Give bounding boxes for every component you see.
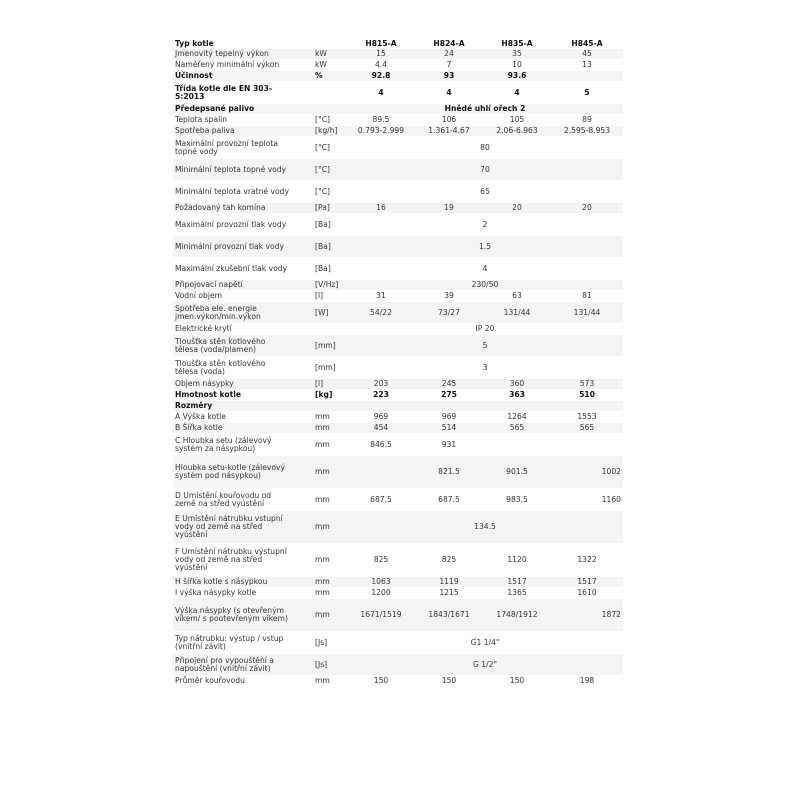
row-merged-value: 2 bbox=[347, 214, 623, 236]
row-label: Naměřený minimální výkon bbox=[173, 60, 291, 71]
table-row bbox=[173, 203, 623, 214]
table-row bbox=[173, 302, 623, 324]
row-label: Tloušťka stěn kotlového tělesa (voda) bbox=[173, 357, 291, 379]
row-value: 514 bbox=[415, 423, 483, 434]
row-unit: mm bbox=[291, 456, 347, 489]
row-value: 821.5 bbox=[415, 456, 483, 489]
row-label: Účinnost bbox=[173, 71, 291, 82]
row-value: 825 bbox=[347, 544, 415, 577]
row-value: 63 bbox=[483, 291, 551, 302]
row-value: 106 bbox=[415, 115, 483, 126]
row-label: Minimální provozní tlak vody bbox=[173, 236, 291, 258]
row-value: 565 bbox=[551, 423, 623, 434]
row-unit: [Ba] bbox=[291, 214, 347, 236]
row-label: Připojení pro vypouštění a napouštění (vnitřní závit) bbox=[173, 654, 291, 676]
table-row bbox=[173, 511, 623, 544]
row-value: 1517 bbox=[483, 577, 551, 588]
row-value: 93.6 bbox=[483, 71, 551, 82]
header-h824: H824-A bbox=[415, 40, 483, 49]
row-value: 510 bbox=[551, 390, 623, 401]
table-row bbox=[173, 71, 623, 82]
row-label: Rozměry bbox=[173, 401, 291, 412]
row-label: D Umístění kouřovodu od země na střed vyústění bbox=[173, 489, 291, 511]
row-value: 360 bbox=[483, 379, 551, 390]
row-value: 825 bbox=[415, 544, 483, 577]
row-unit: mm bbox=[291, 434, 347, 456]
row-value: 45 bbox=[551, 49, 623, 60]
row-unit: [V/Hz] bbox=[291, 280, 347, 291]
header-row bbox=[173, 40, 623, 49]
row-label: Jmenovitý tepelný výkon bbox=[173, 49, 291, 60]
row-value: 687.5 bbox=[415, 489, 483, 511]
row-value: 150 bbox=[483, 676, 551, 687]
row-label: B Šířka kotle bbox=[173, 423, 291, 434]
header-h835: H835-A bbox=[483, 40, 551, 49]
row-value: 16 bbox=[347, 203, 415, 214]
row-merged-value: 230/50 bbox=[347, 280, 623, 291]
row-merged-value: IP 20 bbox=[347, 324, 623, 335]
table-row bbox=[173, 214, 623, 236]
table-row bbox=[173, 159, 623, 181]
table-row bbox=[173, 82, 623, 104]
row-value: 1215 bbox=[415, 588, 483, 599]
table-row bbox=[173, 434, 623, 456]
table-row bbox=[173, 104, 623, 115]
row-merged-value: G 1/2" bbox=[347, 654, 623, 676]
table-row bbox=[173, 379, 623, 390]
row-merged-value: 5 bbox=[347, 335, 623, 357]
table-row bbox=[173, 357, 623, 379]
row-label: Předepsané palivo bbox=[173, 104, 291, 115]
row-merged-value: 134.5 bbox=[347, 511, 623, 544]
row-value: 1200 bbox=[347, 588, 415, 599]
row-value: 203 bbox=[347, 379, 415, 390]
row-label: C Hloubka setu (zálevový systém za násypkou) bbox=[173, 434, 291, 456]
row-value: 73/27 bbox=[415, 302, 483, 324]
row-value: 0.793-2.999 bbox=[347, 126, 415, 137]
row-label: Vodní objem bbox=[173, 291, 291, 302]
row-label: Maximální provozní teplota topné vody bbox=[173, 137, 291, 159]
row-unit: [Ba] bbox=[291, 236, 347, 258]
row-label: Spotřeba paliva bbox=[173, 126, 291, 137]
table-row bbox=[173, 588, 623, 599]
header-h815: H815-A bbox=[347, 40, 415, 49]
row-label: Minimální teplota topné vody bbox=[173, 159, 291, 181]
row-value: 10 bbox=[483, 60, 551, 71]
row-merged-value: 70 bbox=[347, 159, 623, 181]
row-value: 983.5 bbox=[483, 489, 551, 511]
row-value: 1365 bbox=[483, 588, 551, 599]
row-value bbox=[347, 401, 415, 412]
row-value: 573 bbox=[551, 379, 623, 390]
row-value: 7 bbox=[415, 60, 483, 71]
row-unit: [kg/h] bbox=[291, 126, 347, 137]
row-value: 93 bbox=[415, 71, 483, 82]
row-merged-value: G1 1/4" bbox=[347, 632, 623, 654]
table-row bbox=[173, 489, 623, 511]
row-unit: mm bbox=[291, 423, 347, 434]
row-unit: kW bbox=[291, 49, 347, 60]
row-unit: [°C] bbox=[291, 181, 347, 203]
row-unit: [°C] bbox=[291, 159, 347, 181]
row-label: Průměr kouřovodu bbox=[173, 676, 291, 687]
row-value: 19 bbox=[415, 203, 483, 214]
table-row bbox=[173, 258, 623, 280]
row-label: Požadovaný tah komína bbox=[173, 203, 291, 214]
row-value: 1002 bbox=[551, 456, 623, 489]
row-unit: mm bbox=[291, 544, 347, 577]
row-value: 105 bbox=[483, 115, 551, 126]
table-row bbox=[173, 544, 623, 577]
row-merged-value: 65 bbox=[347, 181, 623, 203]
row-value: 5 bbox=[551, 82, 623, 104]
row-value: 969 bbox=[347, 412, 415, 423]
row-value: 1748/1912 bbox=[483, 599, 551, 632]
row-label: Teplota spalin bbox=[173, 115, 291, 126]
row-value: 1843/1671 bbox=[415, 599, 483, 632]
row-label: Minimální teplota vratné vody bbox=[173, 181, 291, 203]
row-label: Hloubka setu-kotle (zálevový systém pod násypkou) bbox=[173, 456, 291, 489]
row-value: 39 bbox=[415, 291, 483, 302]
row-value: 969 bbox=[415, 412, 483, 423]
table-row bbox=[173, 335, 623, 357]
row-label: F Umístění nátrubku výstupní vody od země na střed vyústění bbox=[173, 544, 291, 577]
row-value bbox=[551, 71, 623, 82]
table-row bbox=[173, 632, 623, 654]
row-value bbox=[551, 434, 623, 456]
row-unit: [mm] bbox=[291, 335, 347, 357]
row-value: 24 bbox=[415, 49, 483, 60]
row-value: 245 bbox=[415, 379, 483, 390]
row-merged-value: 4 bbox=[347, 258, 623, 280]
row-value: 223 bbox=[347, 390, 415, 401]
row-label: Hmotnost kotle bbox=[173, 390, 291, 401]
row-label: I výška násypky kotle bbox=[173, 588, 291, 599]
row-merged-value: 3 bbox=[347, 357, 623, 379]
row-label: Elektrické krytí bbox=[173, 324, 291, 335]
row-unit: [mm] bbox=[291, 357, 347, 379]
row-value: 1322 bbox=[551, 544, 623, 577]
row-unit: mm bbox=[291, 577, 347, 588]
row-value bbox=[415, 401, 483, 412]
row-unit: [°C] bbox=[291, 137, 347, 159]
row-value: 4 bbox=[347, 82, 415, 104]
table-row bbox=[173, 324, 623, 335]
row-value: 150 bbox=[347, 676, 415, 687]
row-value: 1610 bbox=[551, 588, 623, 599]
table-row bbox=[173, 401, 623, 412]
row-value: 20 bbox=[483, 203, 551, 214]
row-unit: [kg] bbox=[291, 390, 347, 401]
row-value: 687.5 bbox=[347, 489, 415, 511]
row-value: 363 bbox=[483, 390, 551, 401]
row-label: Výška násypky (s otevřeným víkem/ s pootevřeným víkem) bbox=[173, 599, 291, 632]
row-label: Objem násypky bbox=[173, 379, 291, 390]
table-row bbox=[173, 236, 623, 258]
row-value: 13 bbox=[551, 60, 623, 71]
row-unit: mm bbox=[291, 511, 347, 544]
header-unit bbox=[291, 40, 347, 49]
row-value: 4 bbox=[483, 82, 551, 104]
row-merged-value: 80 bbox=[347, 137, 623, 159]
row-unit: mm bbox=[291, 599, 347, 632]
row-unit: [Pa] bbox=[291, 203, 347, 214]
row-value: 1119 bbox=[415, 577, 483, 588]
header-type: Typ kotle bbox=[173, 40, 291, 49]
row-unit: [l] bbox=[291, 379, 347, 390]
row-unit bbox=[291, 324, 347, 335]
row-label: Připojovací napětí bbox=[173, 280, 291, 291]
row-unit: [W] bbox=[291, 302, 347, 324]
table-row bbox=[173, 577, 623, 588]
table-row bbox=[173, 456, 623, 489]
row-unit: [Js] bbox=[291, 654, 347, 676]
row-value: 1671/1519 bbox=[347, 599, 415, 632]
row-label: Třída kotle dle EN 303-5:2013 bbox=[173, 82, 291, 104]
row-unit: [Js] bbox=[291, 632, 347, 654]
table-row bbox=[173, 280, 623, 291]
row-unit: mm bbox=[291, 489, 347, 511]
row-merged-value: 1.5 bbox=[347, 236, 623, 258]
row-unit bbox=[291, 82, 347, 104]
row-value: 15 bbox=[347, 49, 415, 60]
row-merged-value: Hnědé uhlí ořech 2 bbox=[347, 104, 623, 115]
row-unit bbox=[291, 401, 347, 412]
row-value: 454 bbox=[347, 423, 415, 434]
row-value: 35 bbox=[483, 49, 551, 60]
row-label: A Výška kotle bbox=[173, 412, 291, 423]
row-value: 1264 bbox=[483, 412, 551, 423]
row-label: Spotřeba ele. energie jmen.výkon/min.výkon bbox=[173, 302, 291, 324]
row-value: 31 bbox=[347, 291, 415, 302]
table-row bbox=[173, 654, 623, 676]
row-value: 89 bbox=[551, 115, 623, 126]
row-label: Tloušťka stěn kotlového tělesa (voda/plamen) bbox=[173, 335, 291, 357]
row-value: 1872 bbox=[551, 599, 623, 632]
row-value: 1553 bbox=[551, 412, 623, 423]
table-row bbox=[173, 412, 623, 423]
row-value: 1160 bbox=[551, 489, 623, 511]
row-value: 81 bbox=[551, 291, 623, 302]
row-value: 198 bbox=[551, 676, 623, 687]
row-value: 150 bbox=[415, 676, 483, 687]
row-label: Maximální zkušební tlak vody bbox=[173, 258, 291, 280]
row-value: 1517 bbox=[551, 577, 623, 588]
row-value: 4 bbox=[415, 82, 483, 104]
table-row bbox=[173, 137, 623, 159]
row-value: 1.361-4.67 bbox=[415, 126, 483, 137]
row-value: 565 bbox=[483, 423, 551, 434]
table-row bbox=[173, 115, 623, 126]
row-value: 901.5 bbox=[483, 456, 551, 489]
table-row bbox=[173, 390, 623, 401]
row-unit: mm bbox=[291, 588, 347, 599]
row-label: H šířka kotle s násypkou bbox=[173, 577, 291, 588]
row-value: 931 bbox=[415, 434, 483, 456]
row-unit: mm bbox=[291, 676, 347, 687]
table-row bbox=[173, 291, 623, 302]
row-unit bbox=[291, 104, 347, 115]
row-value: 20 bbox=[551, 203, 623, 214]
row-value bbox=[483, 434, 551, 456]
row-value: 92.8 bbox=[347, 71, 415, 82]
spec-table-body bbox=[173, 40, 623, 687]
row-label: Typ nátrubku: výstup / vstup (vnitřní závit) bbox=[173, 632, 291, 654]
row-value: 4.4 bbox=[347, 60, 415, 71]
row-value bbox=[551, 401, 623, 412]
table-row bbox=[173, 126, 623, 137]
row-value: 1063 bbox=[347, 577, 415, 588]
spec-table bbox=[173, 40, 623, 687]
row-value: 131/44 bbox=[483, 302, 551, 324]
row-value bbox=[347, 456, 415, 489]
row-value: 846.5 bbox=[347, 434, 415, 456]
row-value: 275 bbox=[415, 390, 483, 401]
row-value: 2.595-8.953 bbox=[551, 126, 623, 137]
row-unit: [l] bbox=[291, 291, 347, 302]
row-unit: mm bbox=[291, 412, 347, 423]
row-unit: % bbox=[291, 71, 347, 82]
header-h845: H845-A bbox=[551, 40, 623, 49]
table-row bbox=[173, 60, 623, 71]
row-label: E Umístění nátrubku vstupní vody od země na střed vyústění bbox=[173, 511, 291, 544]
row-value: 1120 bbox=[483, 544, 551, 577]
table-row bbox=[173, 676, 623, 687]
table-row bbox=[173, 49, 623, 60]
table-row bbox=[173, 181, 623, 203]
row-value: 2.06-6.963 bbox=[483, 126, 551, 137]
row-unit: [°C] bbox=[291, 115, 347, 126]
row-value: 131/44 bbox=[551, 302, 623, 324]
row-value bbox=[483, 401, 551, 412]
row-unit: [Ba] bbox=[291, 258, 347, 280]
row-value: 54/22 bbox=[347, 302, 415, 324]
row-value: 89.5 bbox=[347, 115, 415, 126]
row-label: Maximální provozní tlak vody bbox=[173, 214, 291, 236]
row-unit: kW bbox=[291, 60, 347, 71]
table-row bbox=[173, 599, 623, 632]
table-row bbox=[173, 423, 623, 434]
